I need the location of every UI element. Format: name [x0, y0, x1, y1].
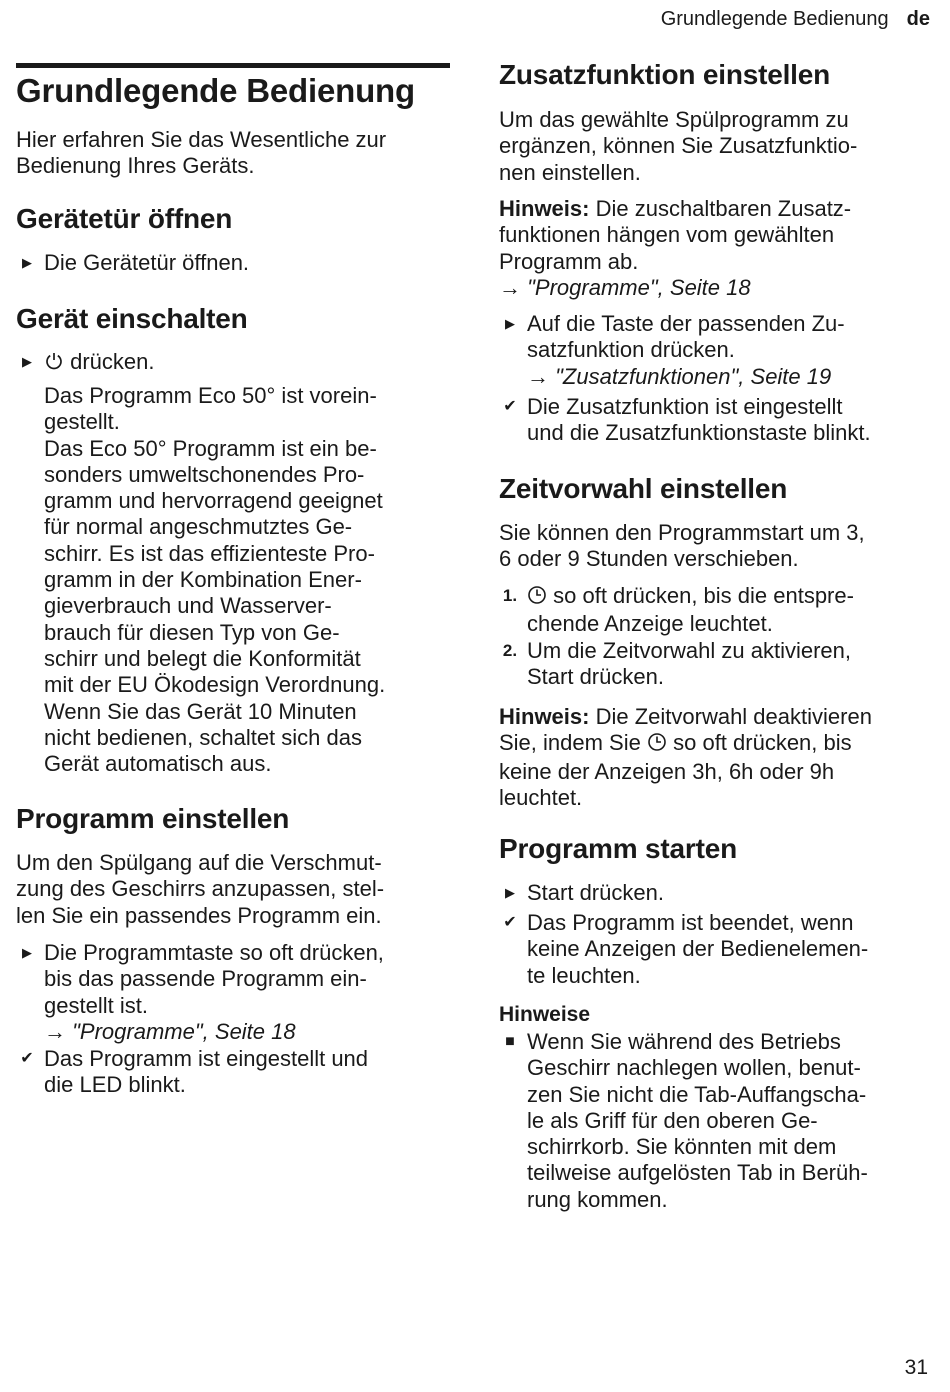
text-line: mit der EU Ökodesign Verordnung.: [44, 672, 386, 698]
text-line: Um die Zeitvorwahl zu aktivieren,: [527, 638, 852, 663]
step-open-door: [22, 250, 250, 276]
text-line: rung kommen.: [527, 1186, 668, 1212]
step-text: Start drücken.: [527, 880, 664, 905]
text-line: Das Programm ist beendet, wenn: [527, 910, 854, 935]
checkmark-icon: ✔: [503, 914, 517, 931]
reference-text: "Programme", Seite 18: [527, 274, 751, 300]
step-number: 2.: [502, 641, 518, 660]
heading-delay: Zeitvorwahl einstellen: [499, 473, 788, 504]
title-rule: [16, 63, 450, 68]
hint-item: [505, 1029, 868, 1213]
text-line: gieverbrauch und Wasserver-: [44, 593, 332, 619]
text-line: so oft drücken, bis die entspre-: [553, 583, 854, 608]
running-header-section: Grundlegende Bedienung: [660, 8, 889, 30]
text-line: len Sie ein passendes Programm ein.: [16, 902, 382, 928]
page-number: 31: [904, 1356, 928, 1379]
text-line: satzfunktion drücken.: [527, 337, 735, 363]
text-line: Die Programmtaste so oft drücken,: [44, 940, 384, 965]
heading-extra-function: Zusatzfunktion einstellen: [499, 59, 831, 90]
text-line: funktionen hängen vom gewählten: [499, 222, 835, 248]
text-line: für normal angeschmutztes Ge-: [44, 514, 353, 540]
text-line: Programm ab.: [499, 248, 639, 274]
arrow-right-icon: →: [44, 1018, 73, 1044]
page-reference-link[interactable]: [527, 364, 831, 389]
step-press-extra: [505, 311, 845, 390]
text-line: le als Griff für den oberen Ge-: [527, 1107, 818, 1133]
text-line: Die Zusatzfunktion ist eingestellt: [527, 394, 843, 419]
heading-door: Gerätetür öffnen: [16, 203, 233, 234]
program-intro: [16, 850, 384, 929]
note-label: Hinweis:: [499, 704, 590, 729]
running-header: [661, 8, 930, 31]
triangle-bullet-icon: ▶: [22, 354, 32, 369]
arrow-right-icon: →: [499, 274, 528, 300]
text-fragment: so oft drücken, bis: [673, 730, 852, 756]
text-line: Wenn Sie das Gerät 10 Minuten: [44, 698, 357, 724]
text-line: schirr und belegt die Konformität: [44, 645, 361, 671]
result-extra-set: [503, 394, 871, 447]
text-line: Gerät automatisch aus.: [44, 751, 272, 777]
extra-intro: [499, 107, 857, 186]
text-line: Auf die Taste der passenden Zu-: [527, 311, 845, 336]
step-text: Die Gerätetür öffnen.: [44, 250, 250, 275]
step-start: [505, 880, 664, 906]
hints-heading: Hinweise: [499, 1003, 591, 1026]
text-line: keine der Anzeigen 3h, 6h oder 9h: [499, 758, 835, 784]
text-line: Das Programm Eco 50° ist vorein-: [44, 383, 377, 408]
text-line: schirrkorb. Sie könnten mit dem: [527, 1134, 837, 1160]
text-line: leuchtet.: [499, 784, 583, 810]
triangle-bullet-icon: ▶: [22, 255, 32, 270]
language-tag: de: [906, 8, 930, 30]
text-line: zen Sie nicht die Tab-Auffangscha-: [527, 1081, 867, 1107]
arrow-right-icon: →: [527, 363, 556, 389]
text-line: und die Zusatzfunktionstaste blinkt.: [527, 420, 871, 446]
text-line: Geschirr nachlegen wollen, benut-: [527, 1055, 861, 1081]
triangle-bullet-icon: ▶: [505, 885, 515, 900]
clock-icon: [527, 585, 547, 611]
text-line: schirr. Es ist das effizienteste Pro-: [44, 540, 375, 566]
delay-note: [499, 704, 872, 811]
text-line: bis das passende Programm ein-: [44, 966, 367, 992]
reference-text: "Programme", Seite 18: [72, 1018, 296, 1044]
text-line: gramm in der Kombination Ener-: [44, 567, 362, 593]
step-2-delay: [502, 638, 852, 691]
extra-note: [499, 196, 851, 301]
triangle-bullet-icon: ▶: [505, 316, 515, 331]
square-bullet-icon: ■: [505, 1033, 515, 1050]
text-line: keine Anzeigen der Bedienelemen-: [527, 936, 869, 962]
eco-program-description: [44, 383, 454, 777]
step-1-delay: [502, 583, 854, 638]
heading-power-on: Gerät einschalten: [16, 303, 248, 334]
intro-line: Bedienung Ihres Geräts.: [16, 153, 255, 179]
checkmark-icon: ✔: [503, 398, 517, 415]
text-line: brauch für diesen Typ von Ge-: [44, 619, 340, 645]
page-title: Grundlegende Bedienung: [16, 72, 415, 109]
power-icon: [44, 351, 64, 377]
result-program-finished: [503, 910, 869, 989]
intro-paragraph: [16, 127, 386, 180]
page-reference-link[interactable]: [44, 1019, 296, 1044]
reference-text: "Zusatzfunktionen", Seite 19: [555, 363, 832, 389]
delay-intro: [499, 520, 865, 573]
text-line: nicht bedienen, schaltet sich das: [44, 724, 362, 750]
result-program-set: [20, 1046, 369, 1099]
step-text: drücken.: [70, 349, 155, 374]
step-power-on: [22, 349, 155, 377]
text-line: gestellt.: [44, 409, 120, 435]
heading-program: Programm einstellen: [16, 803, 290, 834]
text-line: Das Programm ist eingestellt und: [44, 1046, 369, 1071]
text-line: Um den Spülgang auf die Verschmut-: [16, 850, 382, 875]
text-line: chende Anzeige leuchtet.: [527, 611, 773, 637]
text-line: sonders umweltschonendes Pro-: [44, 461, 365, 487]
text-line: Das Eco 50° Programm ist ein be-: [44, 435, 377, 461]
text-line: teilweise aufgelösten Tab in Berüh-: [527, 1160, 868, 1186]
triangle-bullet-icon: ▶: [22, 945, 32, 960]
step-select-program: [22, 940, 384, 1045]
text-line: Die zuschaltbaren Zusatz-: [589, 196, 852, 221]
text-line: te leuchten.: [527, 962, 641, 988]
text-line: die LED blinkt.: [44, 1072, 186, 1098]
text-line: ergänzen, können Sie Zusatzfunktio-: [499, 133, 858, 159]
text-line: nen einstellen.: [499, 159, 641, 185]
text-line: Wenn Sie während des Betriebs: [527, 1029, 841, 1054]
text-line: Um das gewählte Spülprogramm zu: [499, 107, 849, 132]
text-line: zung des Geschirrs anzupassen, stel-: [16, 876, 385, 902]
text-line: gestellt ist.: [44, 992, 148, 1018]
text-line: gramm und hervorragend geeignet: [44, 488, 383, 514]
clock-icon: [647, 732, 667, 758]
text-line: Start drücken.: [527, 664, 664, 690]
text-line: Sie können den Programmstart um 3,: [499, 520, 865, 545]
step-number: 1.: [502, 586, 518, 605]
note-label: Hinweis:: [499, 196, 590, 221]
text-fragment: Sie, indem Sie: [499, 730, 641, 756]
heading-start: Programm starten: [499, 833, 737, 864]
checkmark-icon: ✔: [20, 1050, 34, 1067]
page-reference-link[interactable]: [499, 275, 751, 300]
text-line: Die Zeitvorwahl deaktivieren: [589, 704, 872, 729]
text-line: 6 oder 9 Stunden verschieben.: [499, 546, 799, 572]
intro-line: Hier erfahren Sie das Wesentliche zur: [16, 127, 387, 152]
